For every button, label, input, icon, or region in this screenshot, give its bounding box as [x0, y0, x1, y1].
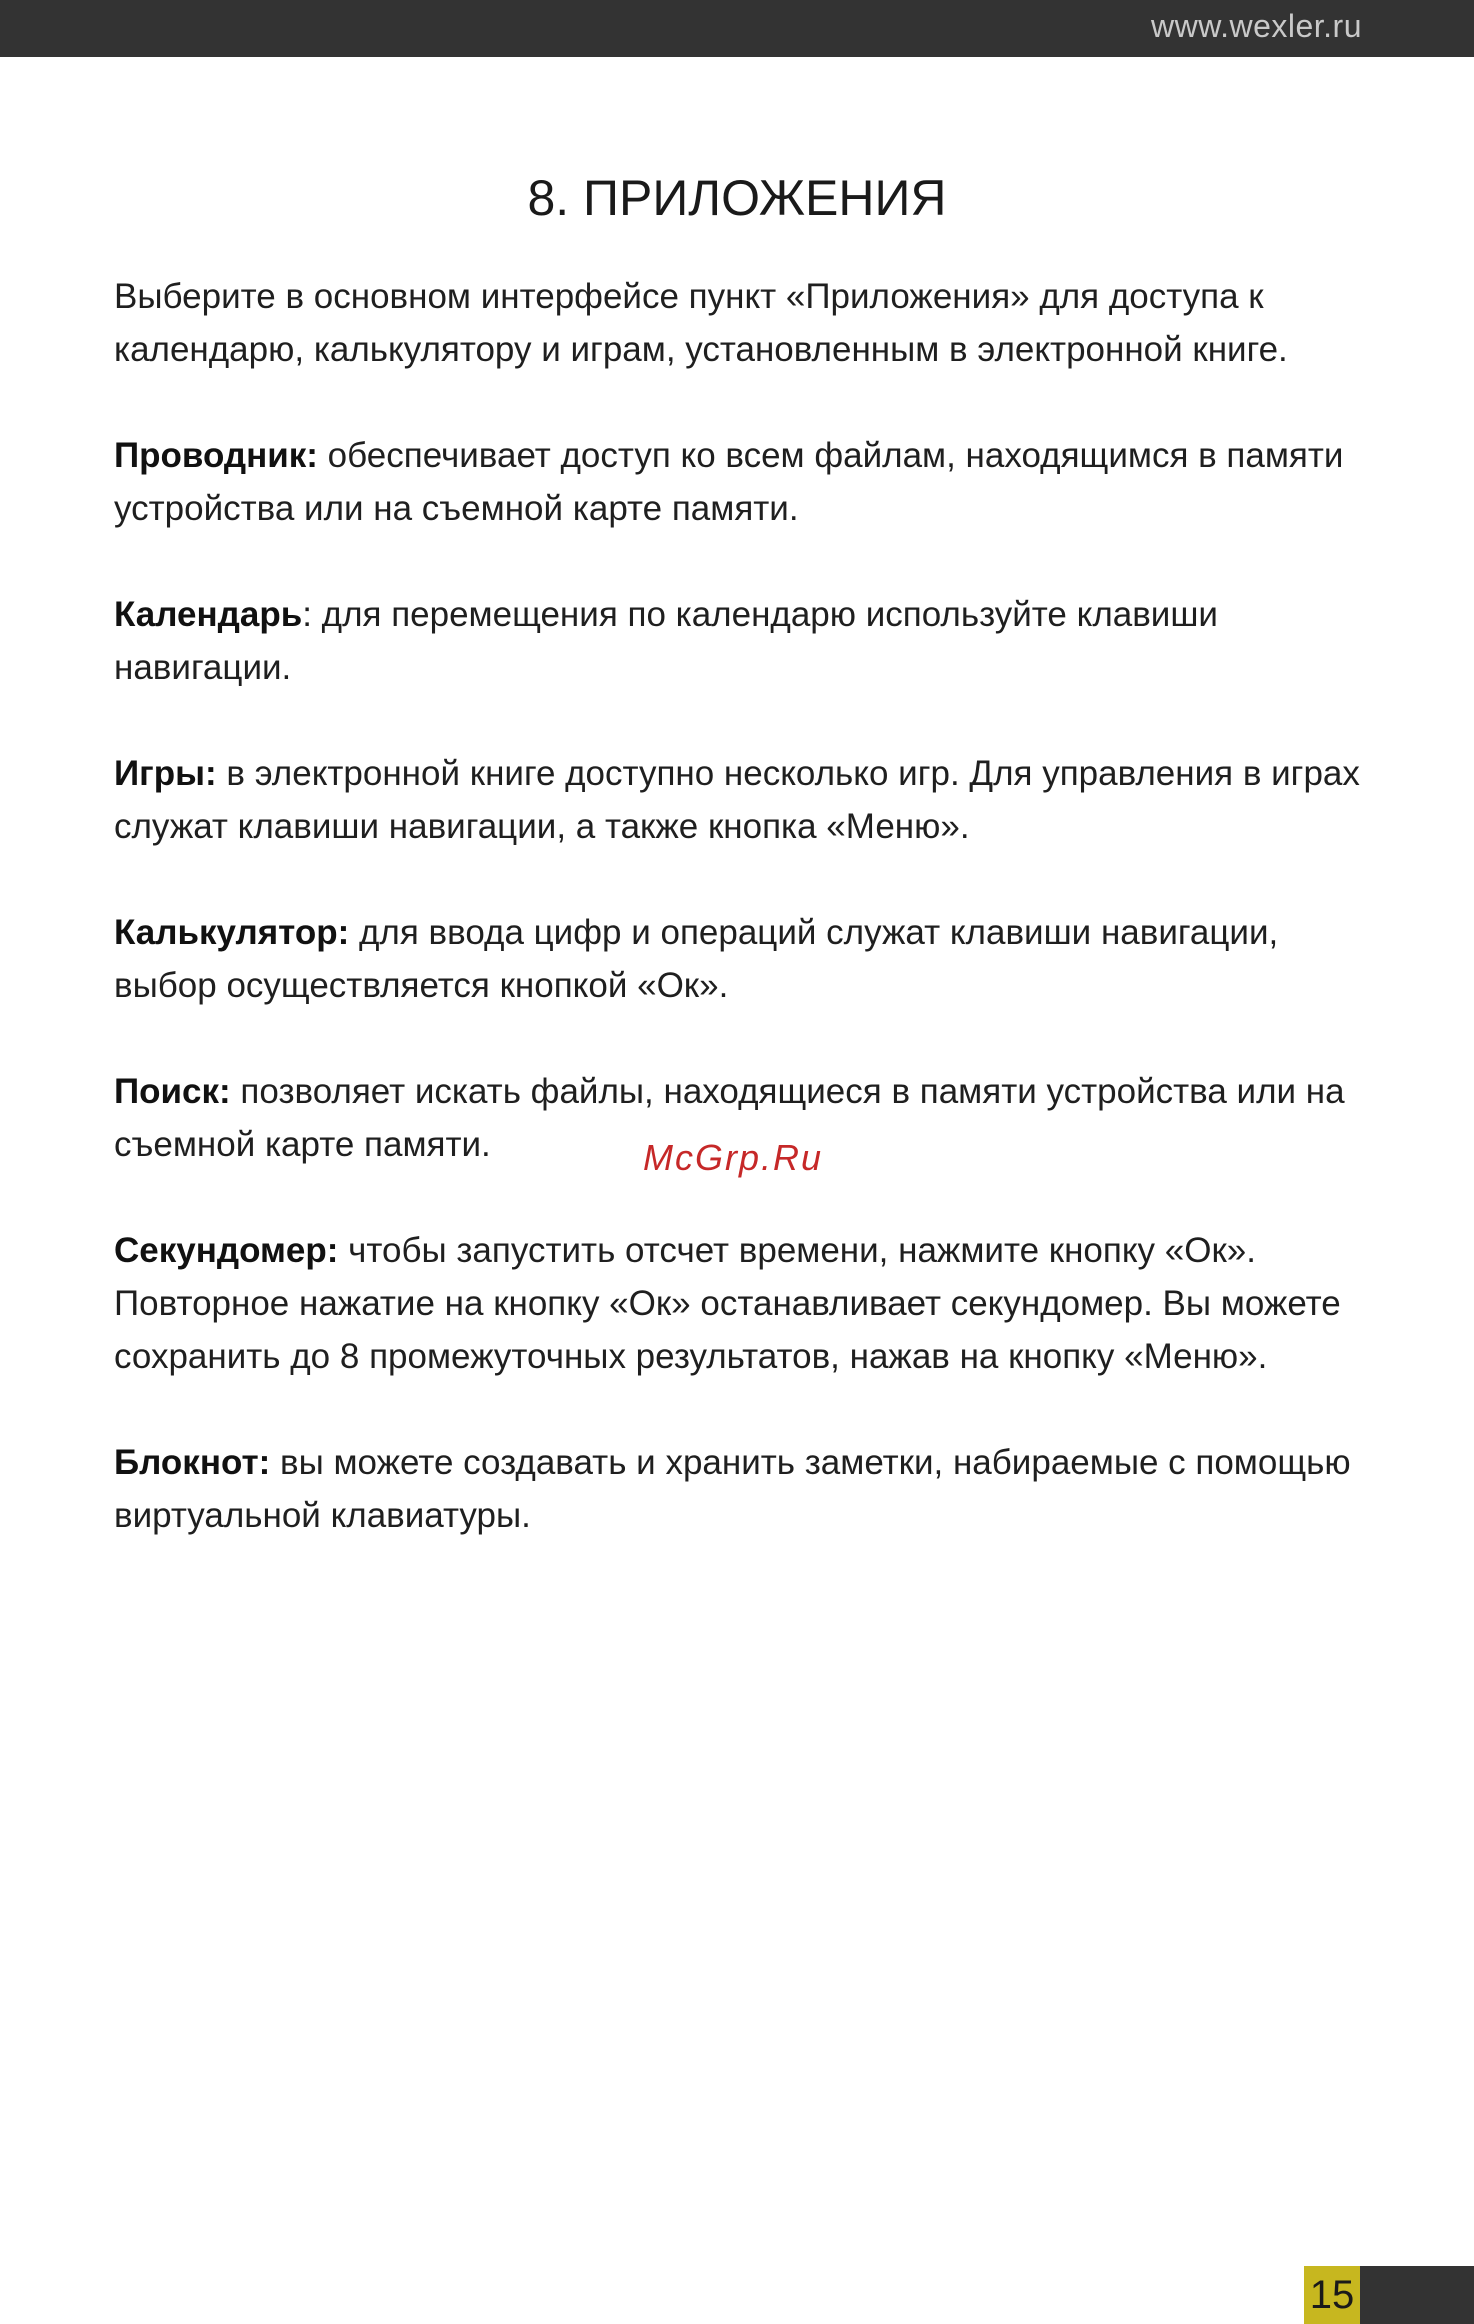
page-number: 15	[1304, 2266, 1360, 2324]
item-text: : для перемещения по календарю используйте клавиши навигации.	[114, 595, 1218, 687]
item-games	[114, 747, 1364, 853]
item-calculator	[114, 906, 1364, 1012]
watermark: McGrp.Ru	[643, 1137, 824, 1178]
item-text: позволяет искать файлы, находящиеся в памяти устройства или на съемной карте памяти.	[114, 1072, 1345, 1164]
item-notepad	[114, 1436, 1364, 1542]
item-stopwatch	[114, 1224, 1364, 1383]
item-explorer	[114, 429, 1364, 535]
content-body	[114, 270, 1364, 1595]
footer-bar	[1360, 2266, 1474, 2324]
item-term: Поиск:	[114, 1072, 231, 1111]
item-term: Игры:	[114, 754, 217, 793]
site-url: www.wexler.ru	[1151, 8, 1362, 44]
item-term: Блокнот:	[114, 1443, 271, 1482]
item-term: Календарь	[114, 595, 303, 634]
item-calendar	[114, 588, 1364, 694]
item-term: Калькулятор:	[114, 913, 350, 952]
item-text: в электронной книге доступно несколько игр. Для управления в играх служат клавиши навигации, а также кнопка «Меню».	[114, 754, 1360, 846]
item-text: вы можете создавать и хранить заметки, набираемые с помощью виртуальной клавиатуры.	[114, 1443, 1351, 1535]
item-text: для ввода цифр и операций служат клавиши навигации, выбор осуществляется кнопкой «Ок».	[114, 913, 1279, 1005]
section-title: 8. ПРИЛОЖЕНИЯ	[527, 170, 947, 226]
item-text: чтобы запустить отсчет времени, нажмите кнопку «Ок». Повторное нажатие на кнопку «Ок» останавливает секундомер. Вы можете сохранить до 8 промежуточных результатов, нажав на кнопку «Меню».	[114, 1231, 1341, 1376]
item-term: Проводник:	[114, 436, 318, 475]
header-bar	[0, 0, 1474, 57]
item-text: обеспечивает доступ ко всем файлам, находящимся в памяти устройства или на съемной карте памяти.	[114, 436, 1344, 528]
intro-paragraph: Выберите в основном интерфейсе пункт «Приложения» для доступа к календарю, калькулятору и играм, установленным в электронной книге.	[114, 277, 1288, 369]
item-term: Секундомер:	[114, 1231, 339, 1270]
